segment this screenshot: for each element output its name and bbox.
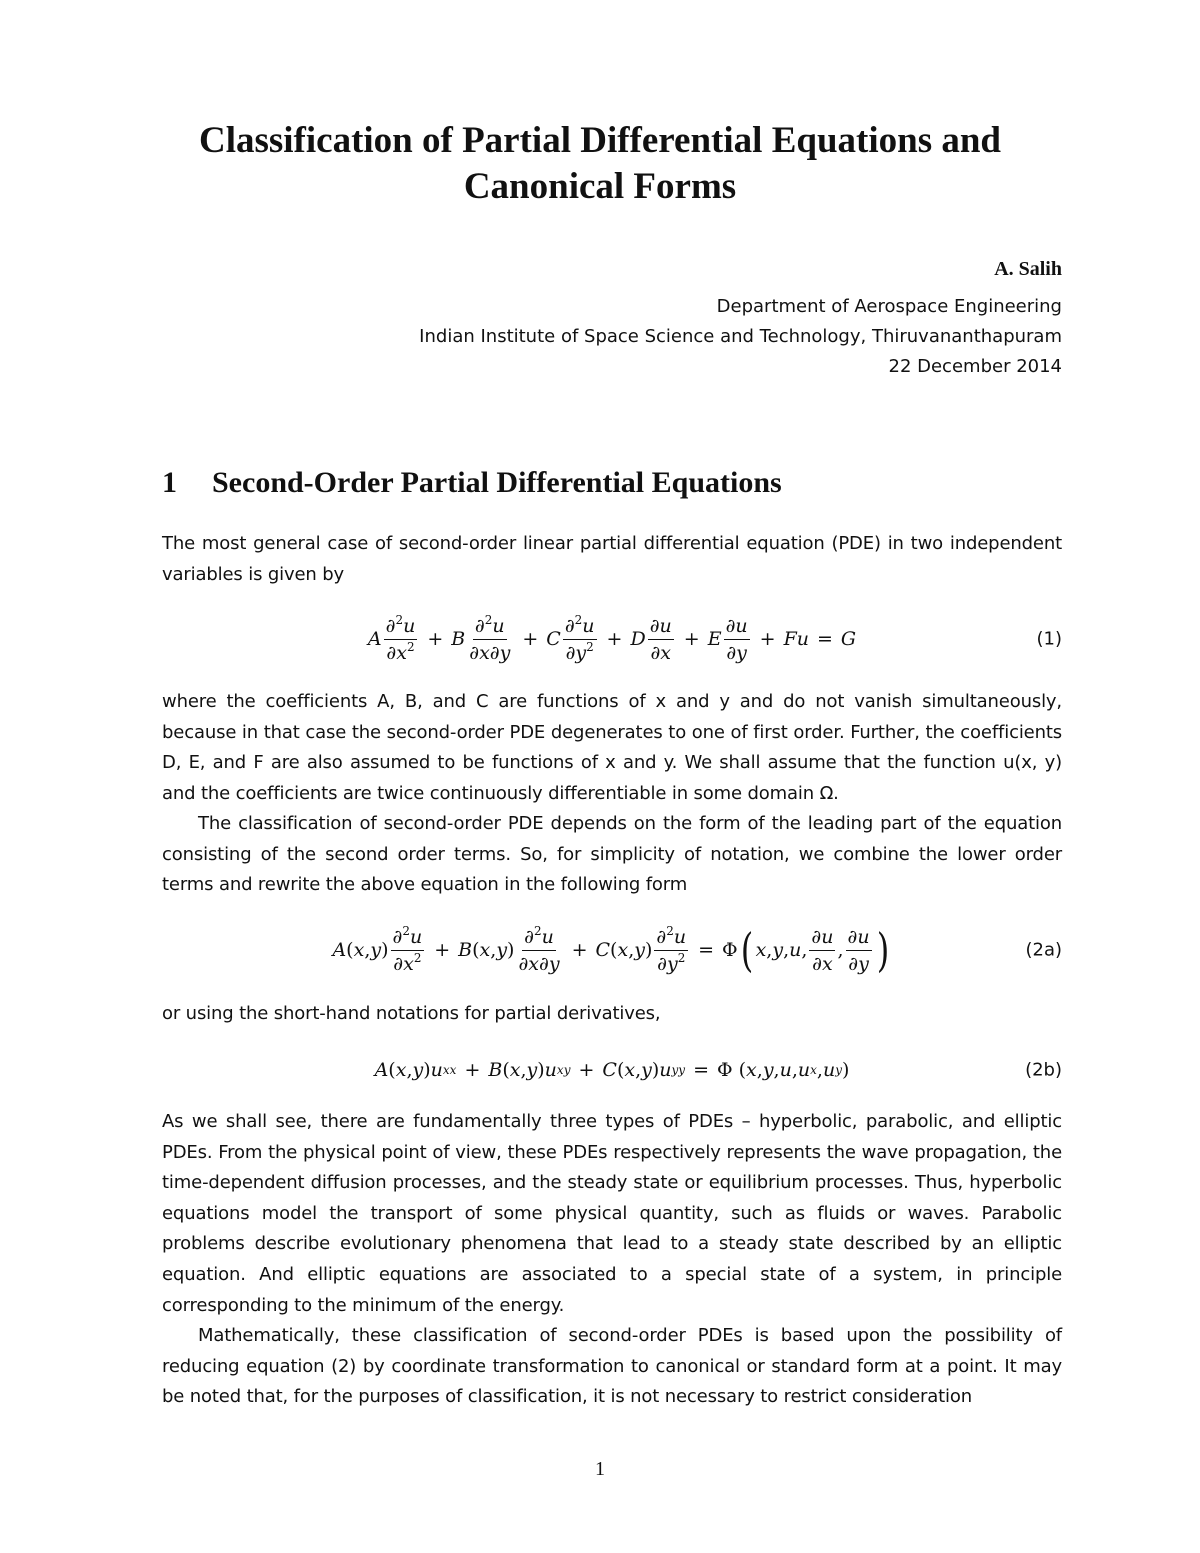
equation-2a-body: A ( x , y ) $\frac{\partial^2u}{\partial x^2}$ + B ( x , y ) $\frac{\partial^2u}{\partial x\partial y}$ + C ( x , y ) $\frac{\partial^2u}{\partial y^2}$ = Φ ( x , y , u , $\frac{\partial u}{\partial x}$ , $\frac{\partial u}{\partial y}$ ) [332,923,889,977]
paragraph-coefficients-text: where the coefficients A, B, and C are functions of x and y and do not vanish simultaneously, because in that case the second-order PDE degenerates to one of first order. Further, the coefficients D, E, and F are also assumed to be functions of x and y. We shall assume that the function u(x, y) and the coefficients are twice continuously differentiable in some domain Ω. [162,691,1062,804]
paragraph-classification [162,809,1062,901]
equation-1-body: A $\frac{\partial^2u}{\partial x^2}$ + B $\frac{\partial^2u}{\partial x\partial y}$ + C $\frac{\partial^2u}{\partial y^2}$ + D $\frac{\partial u}{\partial x}$ + E $\frac{\partial u}{\partial y}$ + Fu = G [367,612,857,664]
equation-1-label: (1) [1036,628,1062,650]
paragraph-classification-text: The classification of second-order PDE depends on the form of the leading part of the equation consisting of the second order terms. So, for simplicity of notation, we combine the lower order terms and rewrite the above equation in the following form [162,813,1062,896]
equation-1 [162,604,1062,674]
author-institute: Indian Institute of Space Science and Technology, Thiruvananthapuram [419,326,1062,347]
paragraph-types [162,1107,1062,1321]
paragraph-canonical-text: Mathematically, these classification of second-order PDEs is based upon the possibility of reducing equation (2) by coordinate transformation to canonical or standard form at a point. It may be noted that, for the purposes of classification, it is not necessary to restrict consideration [162,1325,1062,1408]
paper-title: Classification of Partial Differential Equations and Canonical Forms [198,120,1002,207]
section-heading [162,466,782,500]
paragraph-types-text: As we shall see, there are fundamentally three types of PDEs – hyperbolic, parabolic, and elliptic PDEs. From the physical point of view, these PDEs respectively represents the wave propagation, the time-dependent diffusion processes, and the steady state or equilibrium processes. Thus, hyperbolic equations model the transport of some physical quantity, such as fluids or waves. Parabolic problems describe evolutionary phenomena that lead to a steady state described by an elliptic equation. And elliptic equations are associated to a special state of a system, in principle corresponding to the minimum of the energy. [162,1111,1062,1316]
author-department: Department of Aerospace Engineering [716,296,1062,317]
paragraph-intro-text: The most general case of second-order linear partial differential equation (PDE) in two independent variables is given by [162,533,1062,585]
section-title: Second-Order Partial Differential Equations [212,466,782,499]
paragraph-shorthand-text: or using the short-hand notations for partial derivatives, [162,1003,661,1024]
paragraph-coefficients [162,687,1062,809]
paragraph-shorthand [162,999,1062,1030]
page-number: 1 [595,1458,605,1480]
paragraph-intro [162,529,1062,590]
equation-2b [162,1036,1062,1104]
equation-2b-body: A ( x , y ) u xx + B ( x , y ) u xy + C ( x , y ) u yy = Φ ( x , y , u , u x , u y ) [374,1059,850,1081]
equation-2a-label: (2a) [1025,939,1062,961]
paper-date: 22 December 2014 [888,356,1062,377]
section-number: 1 [162,466,177,499]
equation-2b-label: (2b) [1025,1059,1062,1081]
equation-2a [162,915,1062,985]
paragraph-canonical [162,1321,1062,1413]
author-name: A. Salih [994,258,1062,280]
